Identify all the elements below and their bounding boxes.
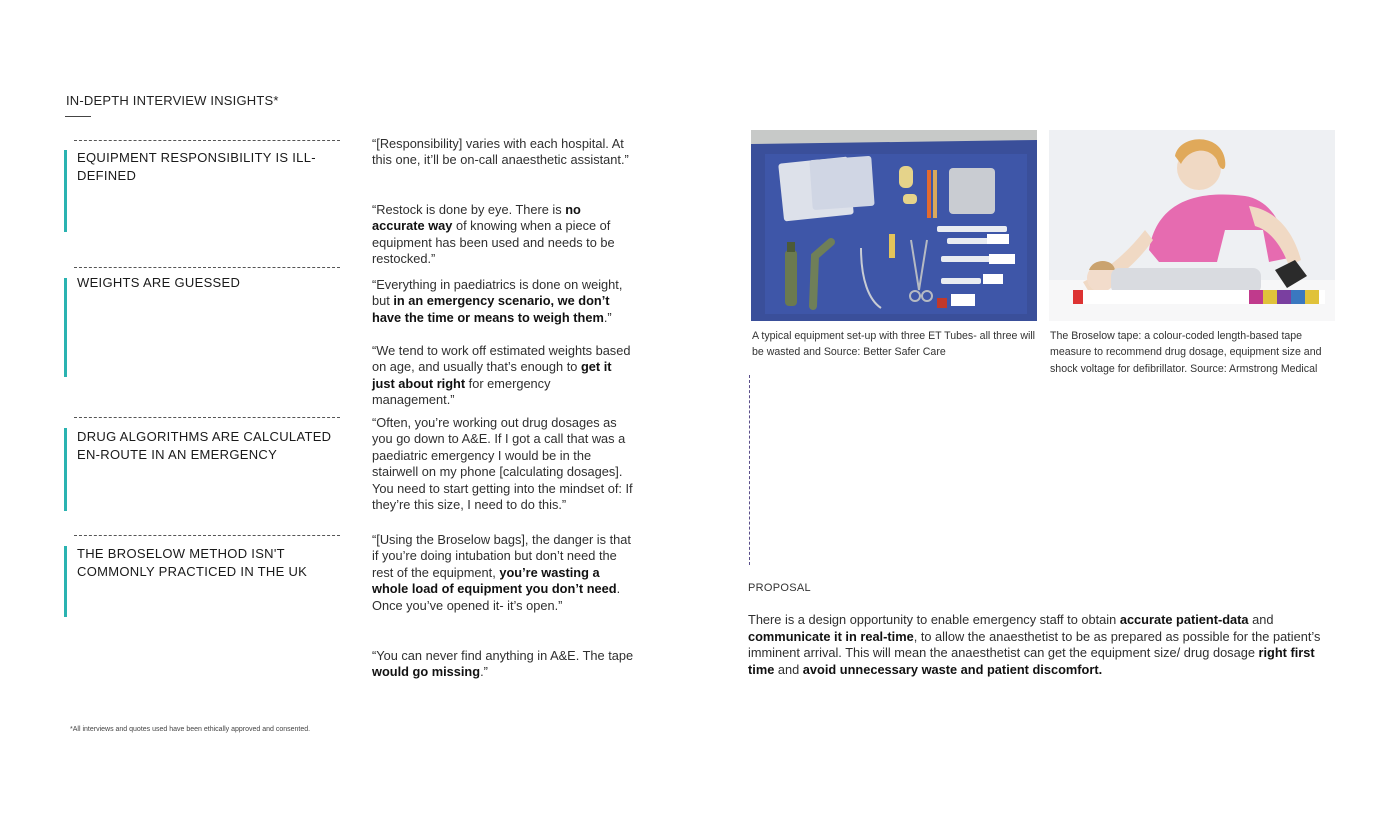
quote-estimated-weights	[372, 343, 634, 409]
dashed-divider	[74, 140, 340, 141]
quote-emphasis: in an emergency scenario, we don’t have the time or means to weigh them	[372, 293, 610, 325]
proposal-emphasis: avoid unnecessary waste and patient discomfort.	[802, 661, 1103, 677]
insight-weights-guessed	[64, 267, 340, 377]
equipment-tray-photo	[751, 130, 1037, 321]
insight-heading: THE BROSELOW METHOD ISN'T COMMONLY PRACTICED IN THE UK	[77, 546, 308, 579]
insight-drug-algorithms	[64, 417, 340, 511]
vertical-dashed-divider	[749, 375, 750, 565]
quote-tape-missing	[372, 648, 634, 681]
quote-drug-dosages: “Often, you’re working out drug dosages as you go down to A&E. If I got a call that was a paediatric emergency I would be in the stairwell on my phone [calculating dosages]. You need to start getting into the mindset of: If they’re this size, I need to do this.”	[372, 415, 633, 513]
quote-text: “Restock is done by eye. There is	[372, 202, 566, 217]
proposal-text-part: and	[774, 661, 803, 677]
proposal-emphasis: communicate it in real-time	[748, 628, 914, 644]
quote-emphasis: get it just about right	[372, 359, 612, 391]
quote-text: for emergency management.”	[372, 375, 551, 408]
quote-text: “You can never find anything in A&E. The tape	[372, 648, 634, 663]
proposal-emphasis: accurate patient-data	[1119, 612, 1249, 627]
dashed-divider	[74, 417, 340, 418]
accent-bar	[64, 428, 67, 511]
quote-emphasis: would go missing	[372, 664, 481, 680]
quote-text: .”	[480, 664, 488, 680]
quote-emphasis: no accurate way	[372, 202, 581, 234]
quote-restock	[372, 202, 634, 268]
proposal-text-part: There is a design opportunity to enable emergency staff to obtain	[748, 612, 1120, 627]
broselow-tape-photo	[1049, 130, 1335, 321]
proposal-text-part: and	[1248, 612, 1274, 627]
proposal-text	[748, 612, 1333, 678]
accent-bar	[64, 278, 67, 377]
footnote: *All interviews and quotes used have been ethically approved and consented.	[70, 726, 311, 733]
proposal-emphasis: right first time	[748, 645, 1315, 677]
dashed-divider	[74, 535, 340, 536]
section-title: IN-DEPTH INTERVIEW INSIGHTS*	[66, 93, 279, 108]
quote-weight	[372, 277, 634, 326]
quote-text: . Once you’ve opened it- it’s open.”	[372, 581, 621, 613]
quote-broselow-bags	[372, 532, 634, 614]
dashed-divider	[74, 267, 340, 268]
accent-bar	[64, 150, 67, 232]
broselow-photo-caption: The Broselow tape: a colour-coded length-based tape measure to recommend drug dosage, equipment size and shock voltage for defibrillator. Source: Armstrong Medical	[1050, 330, 1322, 375]
quote-emphasis: you’re wasting a whole load of equipment you don’t need	[372, 564, 617, 597]
accent-bar	[64, 546, 67, 617]
quote-text: “Everything in paediatrics is done on weight, but	[372, 277, 623, 309]
insight-heading: WEIGHTS ARE GUESSED	[77, 275, 241, 290]
quote-text: of knowing when a piece of equipment has been used and needs to be restocked.”	[372, 218, 615, 267]
quote-text: “We tend to work off estimated weights based on age, and usually that’s enough to	[372, 343, 631, 375]
proposal-label: PROPOSAL	[748, 582, 811, 594]
insight-broselow-method	[64, 535, 340, 617]
insight-heading: EQUIPMENT RESPONSIBILITY IS ILL-DEFINED	[77, 150, 316, 183]
quote-text: .”	[603, 309, 612, 325]
insight-equipment-responsibility	[64, 140, 340, 232]
quote-responsibility: “[Responsibility] varies with each hospital. At this one, it’ll be on-call anaesthetic assistant.”	[372, 136, 629, 168]
equipment-photo-caption: A typical equipment set-up with three ET Tubes- all three will be wasted and Source: Better Safer Care	[752, 330, 1036, 359]
title-underline	[65, 116, 91, 117]
proposal-text-part: , to allow the anaesthetist to be as prepared as possible for the patient’s imminent arrival. This will mean the anaesthetist can get the equipment size/ drug dosage	[748, 628, 1321, 660]
insight-heading: DRUG ALGORITHMS ARE CALCULATED EN-ROUTE IN AN EMERGENCY	[77, 429, 332, 462]
quote-text: “[Using the Broselow bags], the danger is that if you’re doing intubation but don’t need the rest of the equipment,	[372, 532, 631, 580]
